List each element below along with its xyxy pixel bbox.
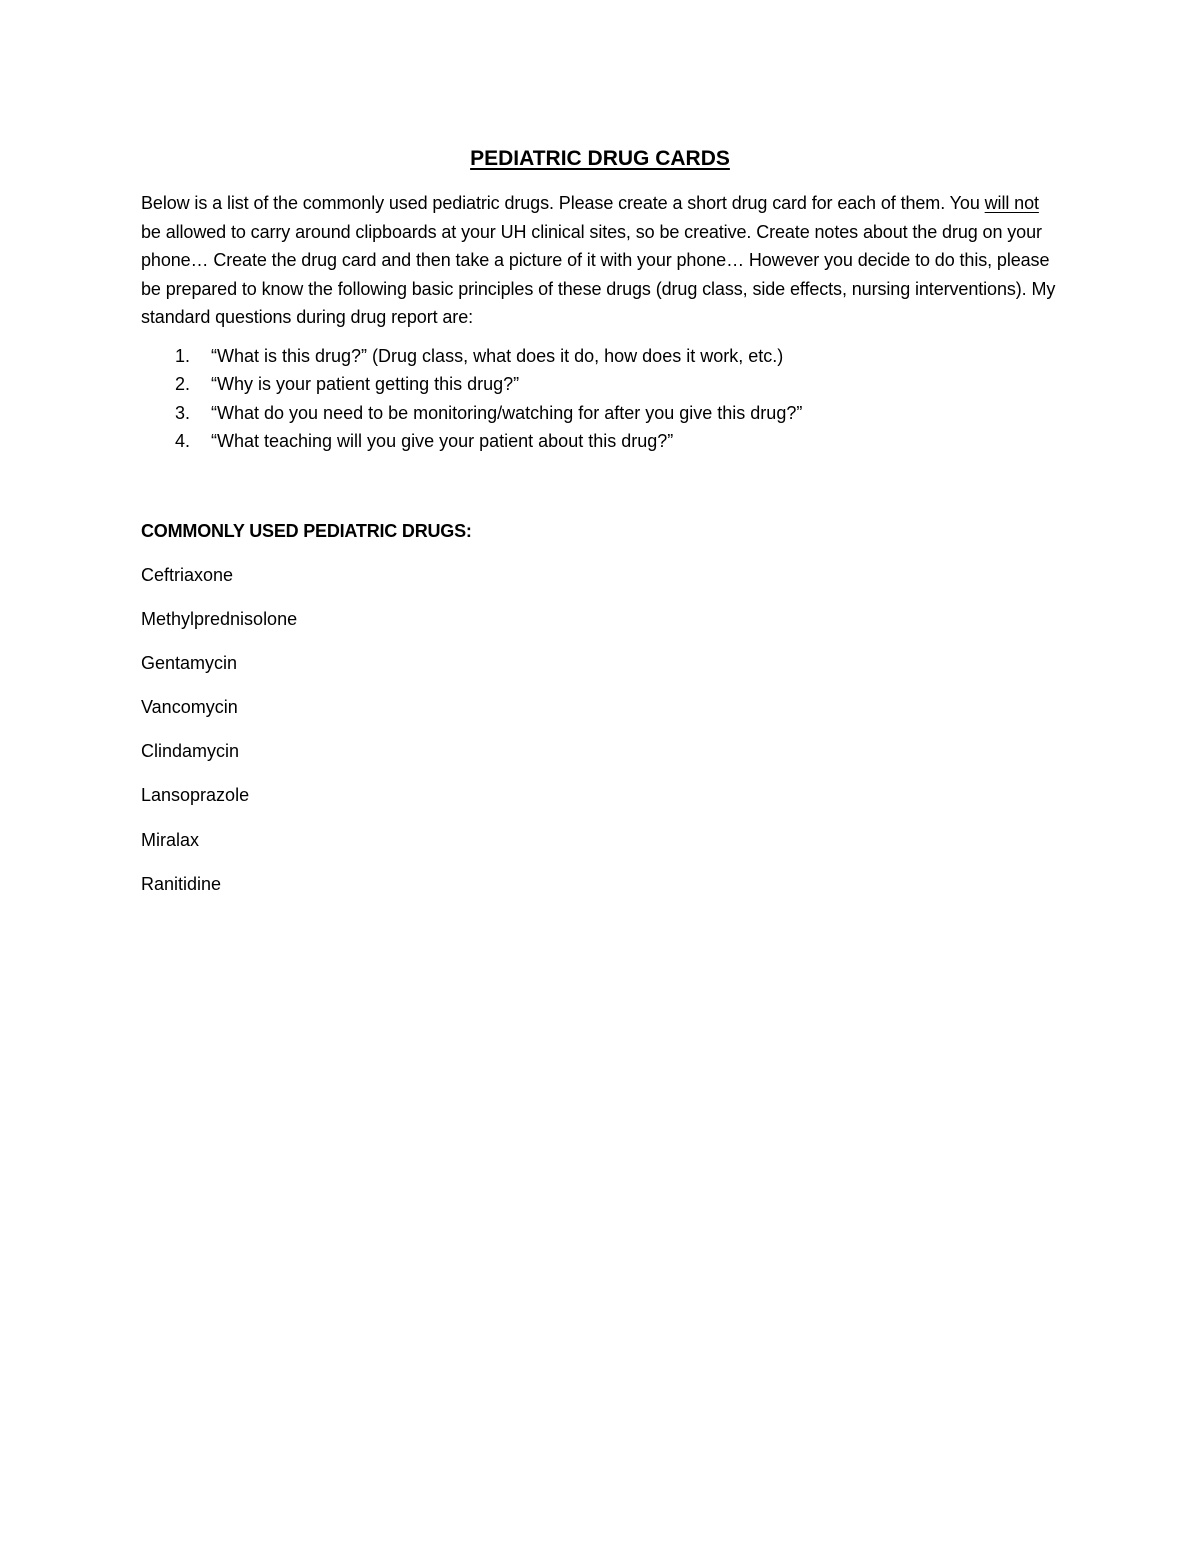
drugs-section-heading: COMMONLY USED PEDIATRIC DRUGS: [141,520,472,541]
page-title: PEDIATRIC DRUG CARDS [470,147,730,170]
drug-list [141,561,1059,915]
question-item [141,427,1059,456]
intro-underlined-text: will not [984,193,1039,213]
question-text: “What teaching will you give your patient about this drug?” [211,431,674,451]
question-text: “Why is your patient getting this drug?” [211,374,520,394]
drug-item: Ranitidine [141,873,222,894]
intro-text-start: Below is a list of the commonly used pediatric drugs. Please create a short drug card for each of them. You [141,193,985,213]
question-text: “What is this drug?” (Drug class, what does it do, how does it work, etc.) [211,345,784,366]
intro-text-end: be allowed to carry around clipboards at your UH clinical sites, so be creative. Create notes about the drug on your phone… Create the drug card and then take a picture of it with your phone… However you decide to do this, please be prepared to know the following basic principles of these drugs (drug class, side effects, nursing interventions). My standard questions during drug report are: [141,221,1056,327]
question-number: 4. [175,431,191,451]
question-number: 1. [175,345,191,366]
drug-item: Ceftriaxone [141,564,234,585]
question-number: 2. [175,374,191,394]
question-list [141,342,1059,456]
drug-item: Clindamycin [141,741,240,762]
intro-paragraph [141,189,1059,332]
question-item [141,370,1059,399]
question-item [141,342,1059,371]
document-content [141,145,1059,914]
question-text: “What do you need to be monitoring/watching for after you give this drug?” [211,402,803,423]
drug-item: Lansoprazole [141,785,250,806]
drug-item: Gentamycin [141,652,238,673]
drug-item: Methylprednisolone [141,608,298,629]
drug-item: Vancomycin [141,697,238,718]
drug-item: Miralax [141,829,200,850]
question-item [141,399,1059,428]
question-number: 3. [175,402,191,423]
